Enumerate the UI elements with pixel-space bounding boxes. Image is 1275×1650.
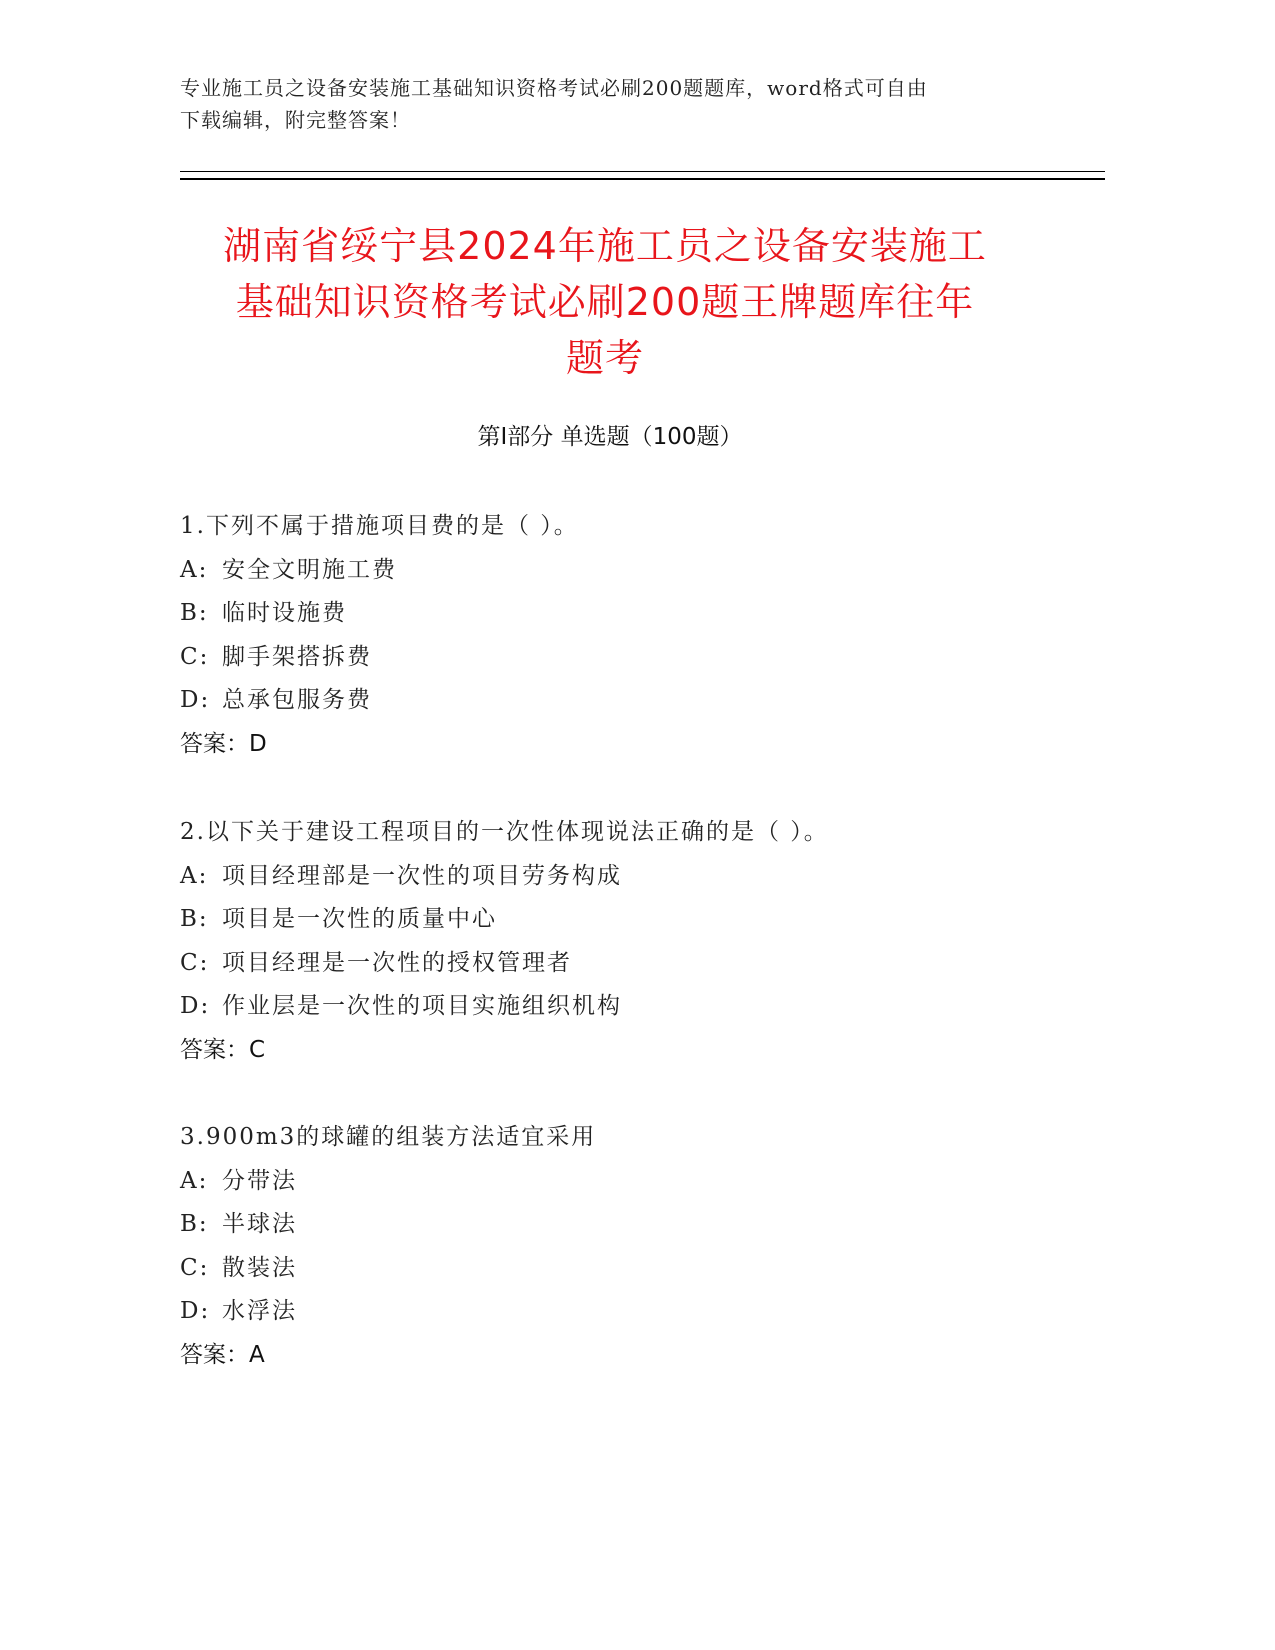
option-key: A:	[180, 862, 209, 889]
document-title-line-1: 湖南省绥宁县2024年施工员之设备安装施工	[223, 224, 987, 268]
option-text: 作业层是一次性的项目实施组织机构	[222, 993, 622, 1020]
option-a	[180, 855, 1080, 899]
header-note	[180, 72, 1040, 136]
option-text: 脚手架搭拆费	[222, 643, 372, 670]
header-note-line-2: 下载编辑，附完整答案！	[180, 108, 411, 132]
option-text: 水浮法	[222, 1298, 297, 1325]
option-key: C:	[180, 1254, 210, 1281]
option-key: B:	[180, 600, 209, 627]
option-text: 分带法	[222, 1167, 297, 1194]
question-2	[180, 811, 1080, 1073]
document-title-line-2: 基础知识资格考试必刷200题王牌题库往年	[235, 280, 975, 324]
option-text: 项目经理部是一次性的项目劳务构成	[222, 862, 622, 889]
option-key: A:	[180, 556, 209, 583]
option-d	[180, 985, 1080, 1029]
option-key: B:	[180, 906, 209, 933]
option-b	[180, 1203, 1080, 1247]
option-text: 项目经理是一次性的授权管理者	[222, 949, 572, 976]
option-c	[180, 636, 1080, 680]
option-key: D:	[180, 687, 211, 714]
question-1	[180, 505, 1080, 767]
option-b	[180, 592, 1080, 636]
option-a	[180, 1160, 1080, 1204]
header-note-line-1: 专业施工员之设备安装施工基础知识资格考试必刷200题题库，word格式可自由	[180, 76, 928, 100]
option-text: 安全文明施工费	[222, 556, 397, 583]
question-stem: 2.以下关于建设工程项目的一次性体现说法正确的是（ ）。	[180, 819, 829, 845]
option-d	[180, 679, 1080, 723]
option-c	[180, 942, 1080, 986]
option-text: 散装法	[222, 1254, 297, 1281]
option-text: 半球法	[222, 1211, 297, 1238]
option-key: D:	[180, 993, 211, 1020]
option-key: B:	[180, 1211, 209, 1238]
answer-label: 答案：C	[180, 1036, 266, 1063]
option-c	[180, 1247, 1080, 1291]
option-d	[180, 1290, 1080, 1334]
option-text: 临时设施费	[222, 600, 347, 627]
document-title	[150, 218, 1060, 386]
option-key: A:	[180, 1167, 209, 1194]
question-stem: 3.900m3的球罐的组装方法适宜采用	[180, 1124, 597, 1150]
option-key: C:	[180, 643, 210, 670]
option-text: 项目是一次性的质量中心	[222, 906, 497, 933]
answer-label: 答案：A	[180, 1341, 265, 1368]
option-text: 总承包服务费	[222, 687, 372, 714]
option-b	[180, 898, 1080, 942]
option-a	[180, 549, 1080, 593]
question-stem: 1.下列不属于措施项目费的是（ ）。	[180, 513, 579, 539]
section-title: 第I部分 单选题（100题）	[477, 424, 743, 450]
question-3	[180, 1116, 1080, 1378]
option-key: C:	[180, 949, 210, 976]
header-rule-top	[180, 171, 1105, 172]
document-title-line-3: 题考	[565, 336, 644, 380]
option-key: D:	[180, 1298, 211, 1325]
answer-label: 答案：D	[180, 730, 267, 757]
header-rule-bottom	[180, 178, 1105, 180]
